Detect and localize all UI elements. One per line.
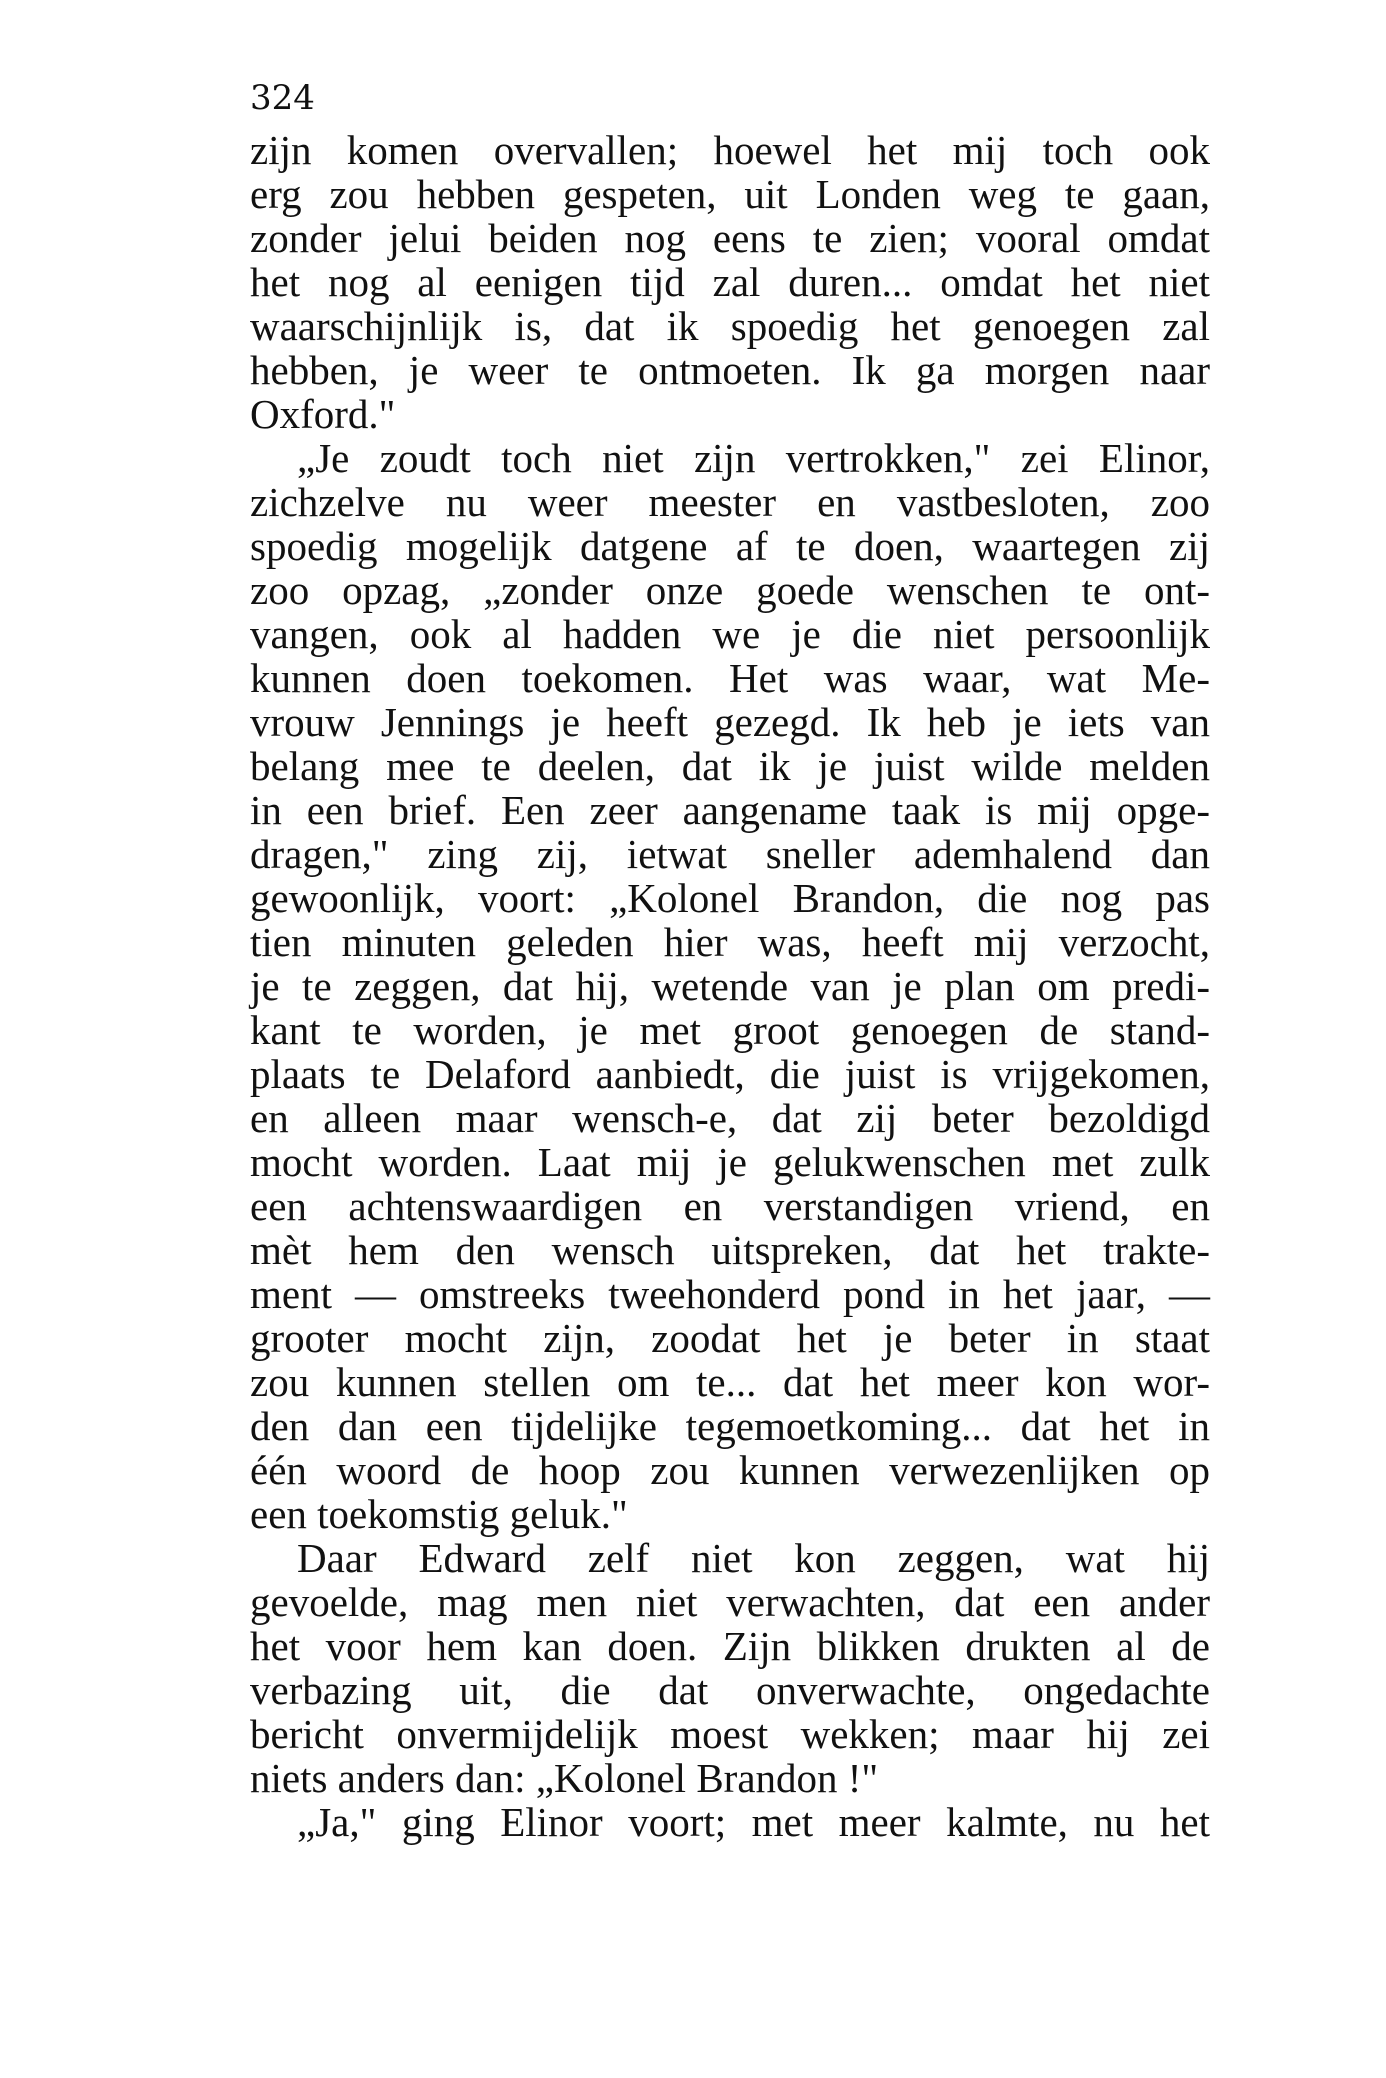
text-line: mèt hem den wensch uitspreken, dat het trakte-: [250, 1227, 1210, 1273]
text-line: gevoelde, mag men niet verwachten, dat een ander: [250, 1579, 1210, 1625]
text-line: zijn komen overvallen; hoewel het mij toch ook: [250, 127, 1210, 173]
paragraph-start-line: „Je zoudt toch niet zijn vertrokken," zei Elinor,: [297, 435, 1210, 481]
text-line: erg zou hebben gespeten, uit Londen weg te gaan,: [250, 171, 1210, 217]
text-line: Oxford.": [250, 391, 396, 437]
text-line: vrouw Jennings je heeft gezegd. Ik heb je iets van: [250, 699, 1210, 745]
text-line: hebben, je weer te ontmoeten. Ik ga morgen naar: [250, 347, 1210, 393]
page-number: 324: [250, 78, 315, 118]
paragraph-start-line: „Ja," ging Elinor voort; met meer kalmte, nu het: [297, 1799, 1210, 1845]
text-line: kunnen doen toekomen. Het was waar, wat Me-: [250, 655, 1210, 701]
text-line: waarschijnlijk is, dat ik spoedig het genoegen zal: [250, 303, 1210, 349]
text-line: een toekomstig geluk.": [250, 1491, 628, 1537]
text-line: een achtenswaardigen en verstandigen vriend, en: [250, 1183, 1210, 1229]
text-line: het nog al eenigen tijd zal duren... omdat het niet: [250, 259, 1210, 305]
text-line: tien minuten geleden hier was, heeft mij verzocht,: [250, 919, 1210, 965]
text-line: in een brief. Een zeer aangename taak is mij opge-: [250, 787, 1210, 833]
text-line: ment — omstreeks tweehonderd pond in het jaar, —: [250, 1271, 1210, 1317]
text-line: zoo opzag, „zonder onze goede wenschen te ont-: [250, 567, 1210, 613]
text-line: en alleen maar wensch-e, dat zij beter bezoldigd: [250, 1095, 1210, 1141]
text-line: grooter mocht zijn, zoodat het je beter in staat: [250, 1315, 1210, 1361]
text-line: het voor hem kan doen. Zijn blikken drukten al de: [250, 1623, 1210, 1669]
text-line: zichzelve nu weer meester en vastbesloten, zoo: [250, 479, 1210, 525]
text-line: zou kunnen stellen om te... dat het meer kon wor-: [250, 1359, 1210, 1405]
text-line: dragen," zing zij, ietwat sneller ademhalend dan: [250, 831, 1210, 877]
text-line: één woord de hoop zou kunnen verwezenlijken op: [250, 1447, 1210, 1493]
text-line: je te zeggen, dat hij, wetende van je plan om predi-: [250, 963, 1210, 1009]
text-line: plaats te Delaford aanbiedt, die juist is vrijgekomen,: [250, 1051, 1210, 1097]
text-line: zonder jelui beiden nog eens te zien; vooral omdat: [250, 215, 1210, 261]
text-line: bericht onvermijdelijk moest wekken; maar hij zei: [250, 1711, 1210, 1757]
text-line: spoedig mogelijk datgene af te doen, waartegen zij: [250, 523, 1210, 569]
paragraph-start-line: Daar Edward zelf niet kon zeggen, wat hij: [297, 1535, 1210, 1581]
text-line: verbazing uit, die dat onverwachte, ongedachte: [250, 1667, 1210, 1713]
text-line: mocht worden. Laat mij je gelukwenschen met zulk: [250, 1139, 1210, 1185]
text-line: gewoonlijk, voort: „Kolonel Brandon, die nog pas: [250, 875, 1210, 921]
text-line: belang mee te deelen, dat ik je juist wilde melden: [250, 743, 1210, 789]
text-line: vangen, ook al hadden we je die niet persoonlijk: [250, 611, 1210, 657]
text-line: den dan een tijdelijke tegemoetkoming... dat het in: [250, 1403, 1210, 1449]
text-line: niets anders dan: „Kolonel Brandon !": [250, 1755, 879, 1801]
text-line: kant te worden, je met groot genoegen de stand-: [250, 1007, 1210, 1053]
